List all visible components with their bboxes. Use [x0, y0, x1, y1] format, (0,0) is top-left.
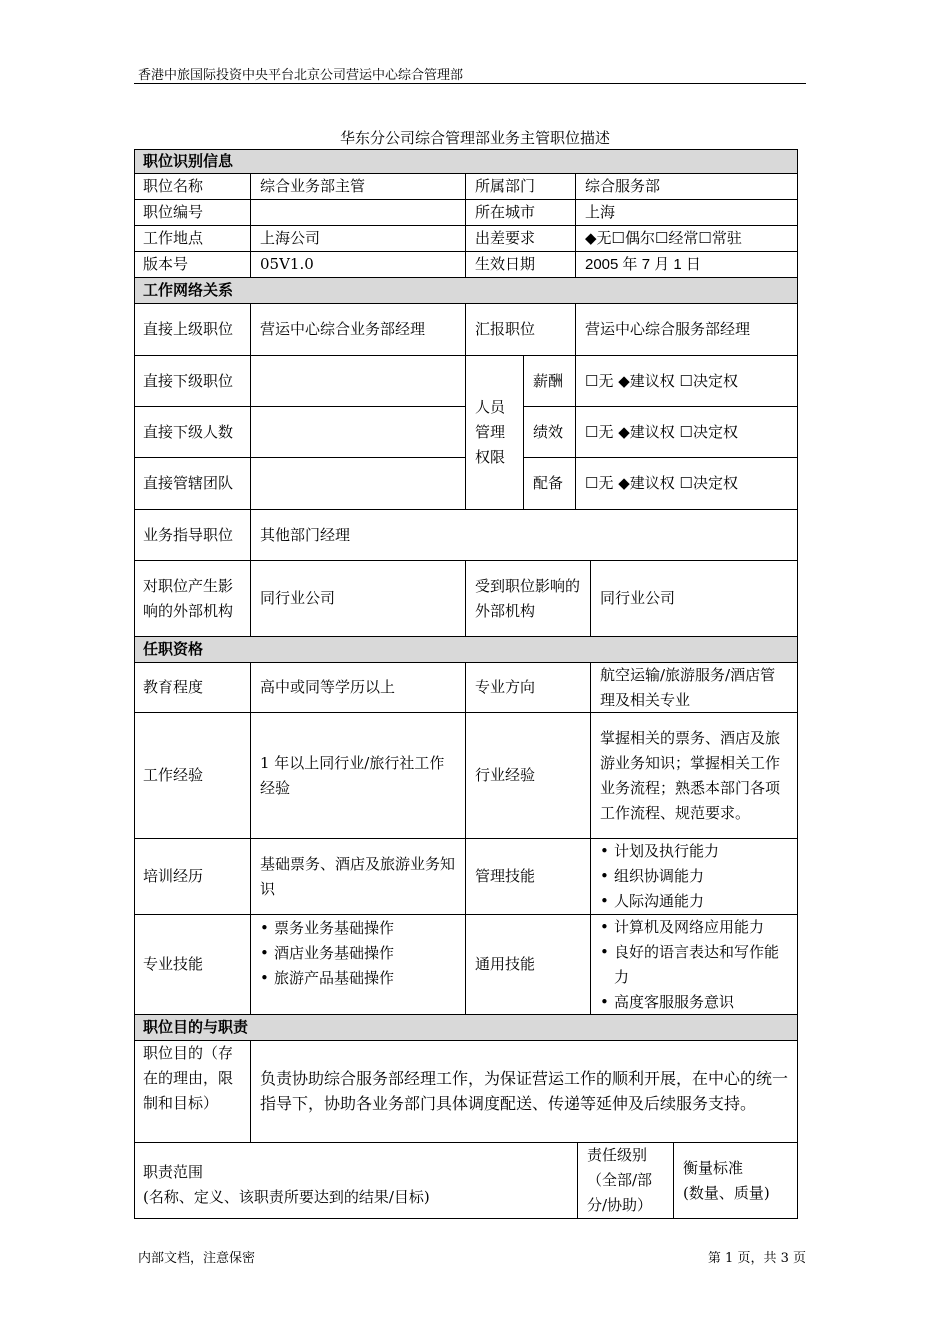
footer-confidential: 内部文档，注意保密: [138, 1251, 256, 1266]
external-influence-label: 对职位产生影响的外部机构: [134, 561, 251, 637]
scope-desc: (名称、定义、该职责所要达到的结果/目标): [143, 1187, 430, 1206]
external-influence-value: 同行业公司: [251, 561, 466, 637]
city-value: 上海: [576, 200, 798, 226]
training-label: 培训经历: [134, 839, 251, 915]
measure-title: 衡量标准: [683, 1158, 744, 1177]
job-description-table: [134, 149, 798, 1219]
guidance-value: 其他部门经理: [251, 510, 798, 561]
mgmt-skill-item: • 组织协调能力: [600, 864, 719, 889]
dept-value: 综合服务部: [576, 174, 798, 200]
mgmt-skill-label: 管理技能: [466, 839, 591, 915]
sub-count-label: 直接下级人数: [134, 407, 251, 458]
measure-desc: (数量、质量): [683, 1183, 770, 1202]
footer-page-number: 第 1 页，共 3 页: [707, 1251, 806, 1266]
major-value: 航空运输/旅游服务/酒店管理及相关专业: [591, 663, 798, 713]
position-no-label: 职位编号: [134, 200, 251, 226]
scope-cell: [134, 1143, 578, 1219]
purpose-label: 职位目的（存在的理由，限制和目标）: [134, 1041, 251, 1143]
scope-title: 职责范围: [143, 1162, 204, 1181]
general-skill-item: • 良好的语言表达和写作能力: [600, 940, 788, 990]
section-network: 工作网络关系: [134, 278, 798, 304]
mgmt-skill-item: • 计划及执行能力: [600, 839, 719, 864]
version-label: 版本号: [134, 252, 251, 278]
guidance-label: 业务指导职位: [134, 510, 251, 561]
header-org: 香港中旅国际投资中央平台北京公司营运中心综合管理部: [138, 68, 464, 83]
section-qualification: 任职资格: [134, 637, 798, 663]
sub-position-label: 直接下级职位: [134, 356, 251, 407]
report-value: 营运中心综合服务部经理: [576, 304, 798, 356]
pro-skill-list-cell: [251, 915, 466, 1015]
major-label: 专业方向: [466, 663, 591, 713]
location-label: 工作地点: [134, 226, 251, 252]
team-value: [251, 458, 466, 510]
influenced-label: 受到职位影响的外部机构: [466, 561, 591, 637]
position-no-value: [251, 200, 466, 226]
superior-label: 直接上级职位: [134, 304, 251, 356]
staffing-label: 配备: [524, 458, 576, 510]
position-name-label: 职位名称: [134, 174, 251, 200]
staffing-value: ☐无 ◆建议权 ☐决定权: [576, 458, 798, 510]
mgmt-skill-list-cell: [591, 839, 798, 915]
document-title: 华东分公司综合管理部业务主管职位描述: [339, 129, 610, 147]
city-label: 所在城市: [466, 200, 576, 226]
performance-label: 绩效: [524, 407, 576, 458]
general-skill-list: [600, 915, 788, 1015]
mgmt-skill-list: [600, 839, 719, 914]
sub-position-value: [251, 356, 466, 407]
pro-skill-list: [260, 916, 394, 991]
influenced-value: 同行业公司: [591, 561, 798, 637]
position-name-value: 综合业务部主管: [251, 174, 466, 200]
sub-count-value: [251, 407, 466, 458]
version-value: 05V1.0: [251, 252, 466, 278]
general-skill-label: 通用技能: [466, 915, 591, 1015]
general-skill-item: • 高度客服服务意识: [600, 990, 788, 1015]
industry-exp-label: 行业经验: [466, 713, 591, 839]
team-label: 直接管辖团队: [134, 458, 251, 510]
general-skill-list-cell: [591, 915, 798, 1015]
industry-exp-value: 掌握相关的票务、酒店及旅游业务知识；掌握相关工作业务流程；熟悉本部门各项工作流程、规范要求。: [591, 713, 798, 839]
pro-skill-item: • 旅游产品基础操作: [260, 966, 394, 991]
travel-label: 出差要求: [466, 226, 576, 252]
experience-label: 工作经验: [134, 713, 251, 839]
purpose-text: 负责协助综合服务部经理工作，为保证营运工作的顺利开展，在中心的统一指导下，协助各业务部门具体调度配送、传递等延伸及后续服务支持。: [251, 1041, 798, 1143]
effective-label: 生效日期: [466, 252, 576, 278]
location-value: 上海公司: [251, 226, 466, 252]
effective-value: 2005 年 7 月 1 日: [576, 252, 798, 278]
measure-cell: [674, 1143, 798, 1219]
header-rule: [134, 83, 806, 84]
training-value: 基础票务、酒店及旅游业务知识: [251, 839, 466, 915]
performance-value: ☐无 ◆建议权 ☐决定权: [576, 407, 798, 458]
report-label: 汇报职位: [466, 304, 576, 356]
travel-value: ◆无☐偶尔☐经常☐常驻: [576, 226, 798, 252]
general-skill-item: • 计算机及网络应用能力: [600, 915, 788, 940]
superior-value: 营运中心综合业务部经理: [251, 304, 466, 356]
dept-label: 所属部门: [466, 174, 576, 200]
salary-value: ☐无 ◆建议权 ☐决定权: [576, 356, 798, 407]
pro-skill-label: 专业技能: [134, 915, 251, 1015]
pro-skill-item: • 票务业务基础操作: [260, 916, 394, 941]
hr-authority-label: 人员管理权限: [466, 356, 524, 510]
section-purpose: 职位目的与职责: [134, 1015, 798, 1041]
education-value: 高中或同等学历以上: [251, 663, 466, 713]
level-label: 责任级别（全部/部分/协助）: [578, 1143, 674, 1219]
education-label: 教育程度: [134, 663, 251, 713]
mgmt-skill-item: • 人际沟通能力: [600, 889, 719, 914]
salary-label: 薪酬: [524, 356, 576, 407]
pro-skill-item: • 酒店业务基础操作: [260, 941, 394, 966]
experience-value: 1 年以上同行业/旅行社工作经验: [251, 713, 466, 839]
section-identity: 职位识别信息: [134, 149, 798, 174]
